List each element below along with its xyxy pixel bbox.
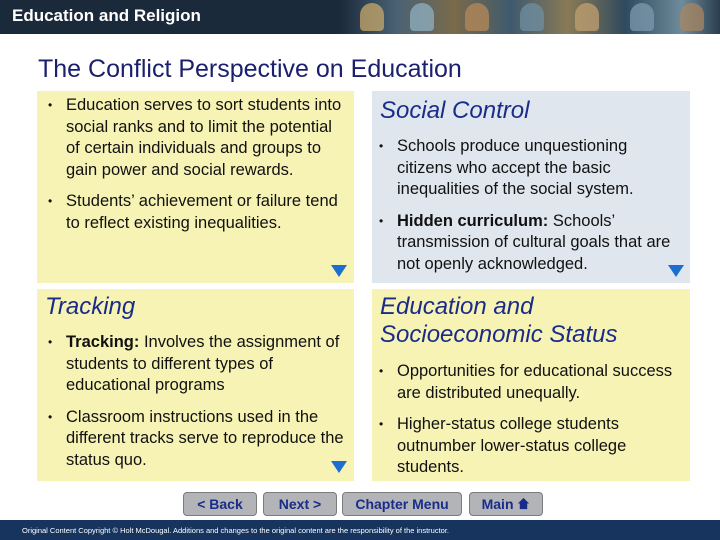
list-item: • Classroom instructions used in the different tracks serve to reproduce the status quo. — [48, 407, 344, 469]
list-item: • Schools produce unquestioning citizens who accept the basic inequalities of the social system. — [379, 137, 634, 198]
slide-title: The Conflict Perspective on Education — [38, 55, 462, 83]
list-item: • Higher-status college students outnumber lower-status college students. — [379, 415, 627, 476]
chapter-title: Education and Religion — [12, 6, 201, 25]
list-item: • Opportunities for educational success are distributed unequally. — [379, 362, 673, 402]
bullet-list — [374, 136, 686, 285]
list-item: • Education serves to sort students into social ranks and to limit the potential of certain individuals and groups to gain power and social rewards. — [48, 96, 342, 179]
main-button[interactable]: Main — [469, 492, 543, 516]
bullet-list — [374, 361, 686, 489]
bullet-list — [43, 95, 348, 244]
chapter-menu-button[interactable]: Chapter Menu — [342, 492, 462, 516]
panel-heading: Social Control — [380, 97, 530, 124]
bullet-list — [43, 332, 348, 481]
list-item: • Students’ achievement or failure tend to reflect existing inequalities. — [48, 192, 338, 232]
banner-image — [340, 0, 720, 34]
back-button[interactable]: < Back — [183, 492, 257, 516]
home-icon — [517, 497, 530, 510]
panel-heading: Education and Socioeconomic Status — [380, 293, 618, 348]
list-item: • Tracking: Involves the assignment of students to different types of educational programs — [48, 333, 340, 394]
more-indicator-icon[interactable] — [668, 265, 684, 277]
top-banner — [0, 0, 720, 34]
panel-social-control — [372, 91, 690, 283]
panel-socioeconomic-status — [372, 289, 690, 481]
copyright-notice: Original Content Copyright © Holt McDougal. Additions and changes to the original content are the responsibility of the instructor. — [22, 526, 450, 535]
more-indicator-icon[interactable] — [331, 265, 347, 277]
more-indicator-icon[interactable] — [331, 461, 347, 473]
panel-sorting — [37, 91, 354, 283]
panel-tracking — [37, 289, 354, 481]
panel-heading: Tracking — [45, 293, 136, 320]
list-item: • Hidden curriculum: Schools’ transmission of cultural goals that are not openly acknowledged. — [379, 211, 671, 273]
next-button[interactable]: Next > — [263, 492, 337, 516]
